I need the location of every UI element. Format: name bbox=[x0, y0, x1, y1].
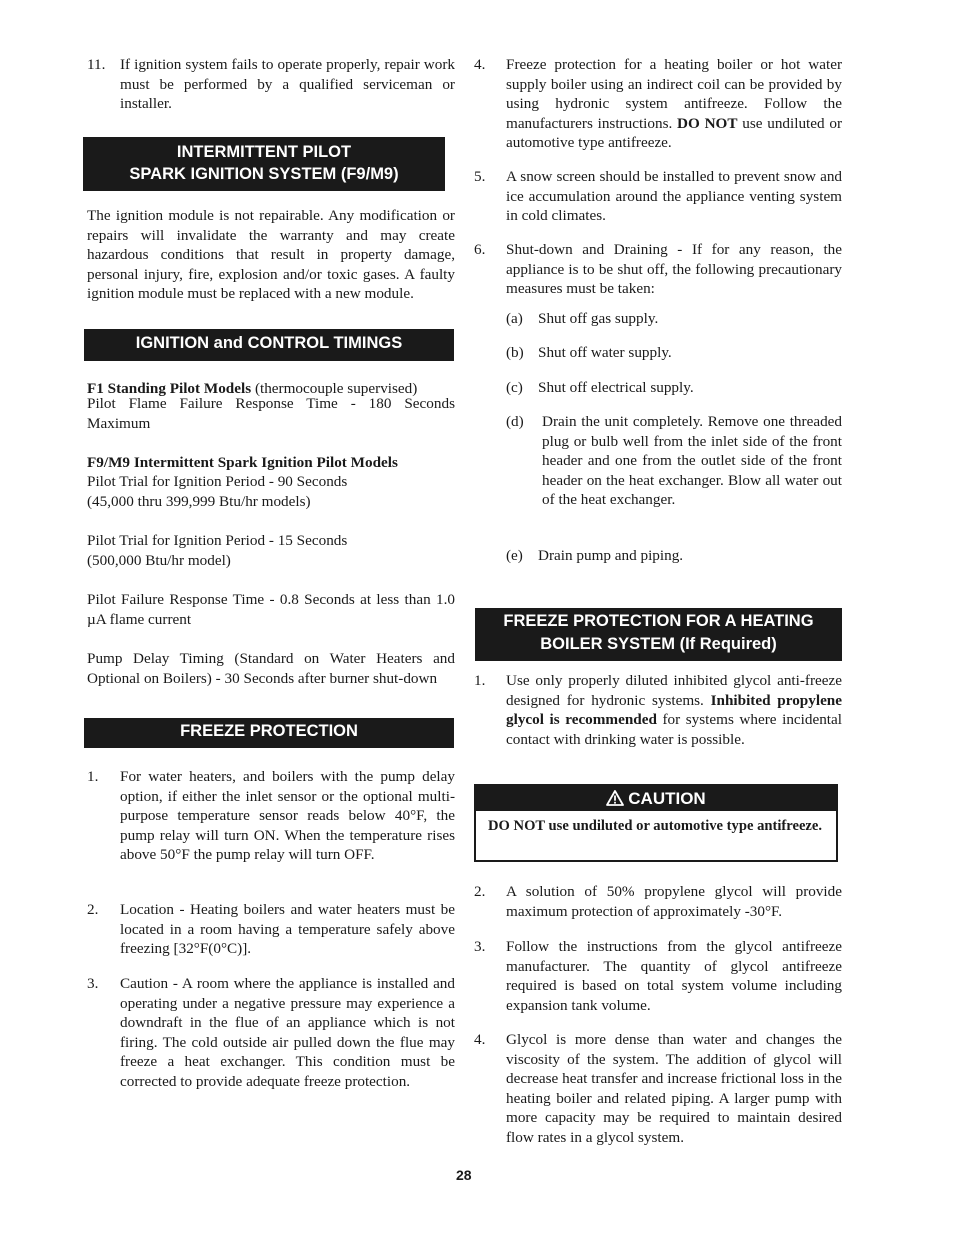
f9-line: Pilot Trial for Ignition Period - 90 Seconds bbox=[87, 473, 348, 490]
caution-title: CAUTION bbox=[628, 789, 706, 808]
header-line: INTERMITTENT PILOT bbox=[176, 143, 352, 161]
item-number: 1. bbox=[87, 768, 99, 785]
sub-item-label: (c) bbox=[506, 379, 523, 396]
do-not-emphasis: DO NOT bbox=[677, 114, 738, 132]
caution-box bbox=[474, 784, 838, 862]
ignition-module-paragraph: The ignition module is not repairable. Any modification or repairs will invalidate the warranty and may create hazardous conditions that result in property damage, personal injury, fire, explosion and/or toxic gases. A faulty ignition module must be replaced with a new module. bbox=[87, 207, 455, 303]
item-number: 5. bbox=[474, 168, 486, 185]
caution-text: DO NOT use undiluted or automotive type antifreeze. bbox=[488, 818, 823, 834]
sub-item-label: (a) bbox=[506, 310, 523, 327]
item-number: 1. bbox=[474, 672, 486, 689]
item-number: 3. bbox=[474, 938, 486, 955]
f9-line: Pilot Trial for Ignition Period - 15 Seconds bbox=[87, 532, 348, 549]
ignition-failure-text: If ignition system fails to operate properly, repair work must be performed by a qualified serviceman or installer. bbox=[120, 56, 455, 113]
f1-text: Pilot Flame Failure Response Time - 180 Seconds Maximum bbox=[87, 395, 455, 432]
freeze-item-text: Caution - A room where the appliance is installed and operating under a negative pressure may experience a downdraft in the flue of an appliance which is not firing. The cold outside air pulled down the flue may freeze a heat exchanger. This condition must be corrected to provide adequate freeze protection. bbox=[120, 975, 455, 1090]
freeze-item-text: For water heaters, and boilers with the pump delay option, if either the inlet sensor or the optional multi-purpose temperature sensor reads below 40°F, the pump relay will turn ON. When the temperature rises above 50°F the pump relay will turn OFF. bbox=[120, 768, 455, 864]
header-line: FREEZE PROTECTION bbox=[180, 722, 358, 740]
item-number: 2. bbox=[474, 883, 486, 900]
sub-item-text: Drain pump and piping. bbox=[538, 547, 684, 564]
sub-item-text: Drain the unit completely. Remove one threaded plug or bulb well from the inlet side of the front header and one from the outlet side of the front header on the heat exchanger. Blow all water out of the heat exchanger. bbox=[542, 413, 842, 509]
item-number: 4. bbox=[474, 56, 486, 73]
section-header-intermittent-pilot bbox=[83, 137, 445, 191]
glycol-item-text: A solution of 50% propylene glycol will provide maximum protection of approximately -30°F. bbox=[506, 883, 842, 920]
page-number: 28 bbox=[456, 1167, 472, 1183]
item-number: 2. bbox=[87, 901, 99, 918]
f1-suffix: (thermocouple supervised) bbox=[251, 380, 418, 397]
f9-title: F9/M9 Intermittent Spark Ignition Pilot Models bbox=[87, 454, 398, 471]
shutdown-text: Shut-down and Draining - If for any reason, the appliance is to be shut off, the following precautionary measures must be taken: bbox=[506, 241, 842, 298]
glycol-item-text bbox=[506, 671, 842, 749]
freeze-item-text: Location - Heating boilers and water heaters must be located in a room having a temperature safely above freezing [32°F(0°C)]. bbox=[120, 901, 455, 958]
glycol-item-text: Glycol is more dense than water and changes the viscosity of the system. The addition of glycol will decrease heat transfer and increase frictional loss in the heating boiler and related piping. A larger pump with more capacity may be required to maintain desired flow rates in a glycol system. bbox=[506, 1031, 842, 1146]
sub-item-text: Shut off gas supply. bbox=[538, 310, 659, 327]
section-header-glycol bbox=[475, 608, 842, 661]
sub-item-label: (e) bbox=[506, 547, 523, 564]
f1-title: F1 Standing Pilot Models bbox=[87, 380, 252, 397]
sub-item-text: Shut off water supply. bbox=[538, 344, 672, 361]
warning-triangle-icon bbox=[606, 790, 624, 806]
caution-header bbox=[476, 786, 836, 811]
f9-line: (45,000 thru 399,999 Btu/hr models) bbox=[87, 493, 311, 510]
section-header-timings bbox=[84, 329, 454, 361]
glycol-item-text: Follow the instructions from the glycol antifreeze manufacturer. The quantity of glycol antifreeze required is based on total system volume including expansion tank volume. bbox=[506, 938, 842, 1014]
pump-delay-text: Pump Delay Timing (Standard on Water Heaters and Optional on Boilers) - 30 Seconds after burner shut-down bbox=[87, 650, 455, 687]
item-number: 3. bbox=[87, 975, 99, 992]
header-line: SPARK IGNITION SYSTEM (F9/M9) bbox=[129, 165, 399, 183]
f9-line: (500,000 Btu/hr model) bbox=[87, 552, 231, 569]
section-header-freeze-protection bbox=[84, 718, 454, 748]
snow-screen-text: A snow screen should be installed to prevent snow and ice accumulation around the appliance venting system in cold climates. bbox=[506, 168, 842, 225]
item-number: 11. bbox=[87, 56, 106, 73]
item-number: 6. bbox=[474, 241, 486, 258]
indirect-coil-text bbox=[506, 55, 842, 153]
item-number: 4. bbox=[474, 1031, 486, 1048]
text-segment: Freeze protection for a heating boiler or hot water supply boiler using an indirect coil can be provided by using hydronic system antifreeze. Follow the manufacturers instructions. bbox=[506, 56, 842, 132]
text-segment: Use only properly diluted inhibited glycol anti-freeze designed for hydronic systems. bbox=[506, 672, 842, 709]
header-line: FREEZE PROTECTION FOR A HEATING bbox=[503, 612, 814, 630]
text-segment: use undiluted or automotive type antifreeze. bbox=[506, 114, 842, 152]
header-line: IGNITION and CONTROL TIMINGS bbox=[135, 334, 403, 352]
recommendation-emphasis: Inhibited propylene glycol is recommended bbox=[506, 691, 842, 729]
pilot-failure-text: Pilot Failure Response Time - 0.8 Seconds at less than 1.0 µA flame current bbox=[87, 591, 455, 628]
text-segment: for systems where incidental contact with drinking water is possible. bbox=[506, 711, 842, 748]
sub-item-text: Shut off electrical supply. bbox=[538, 379, 694, 396]
sub-item-label: (b) bbox=[506, 344, 524, 361]
sub-item-label: (d) bbox=[506, 413, 524, 430]
header-line: BOILER SYSTEM (If Required) bbox=[540, 635, 777, 653]
